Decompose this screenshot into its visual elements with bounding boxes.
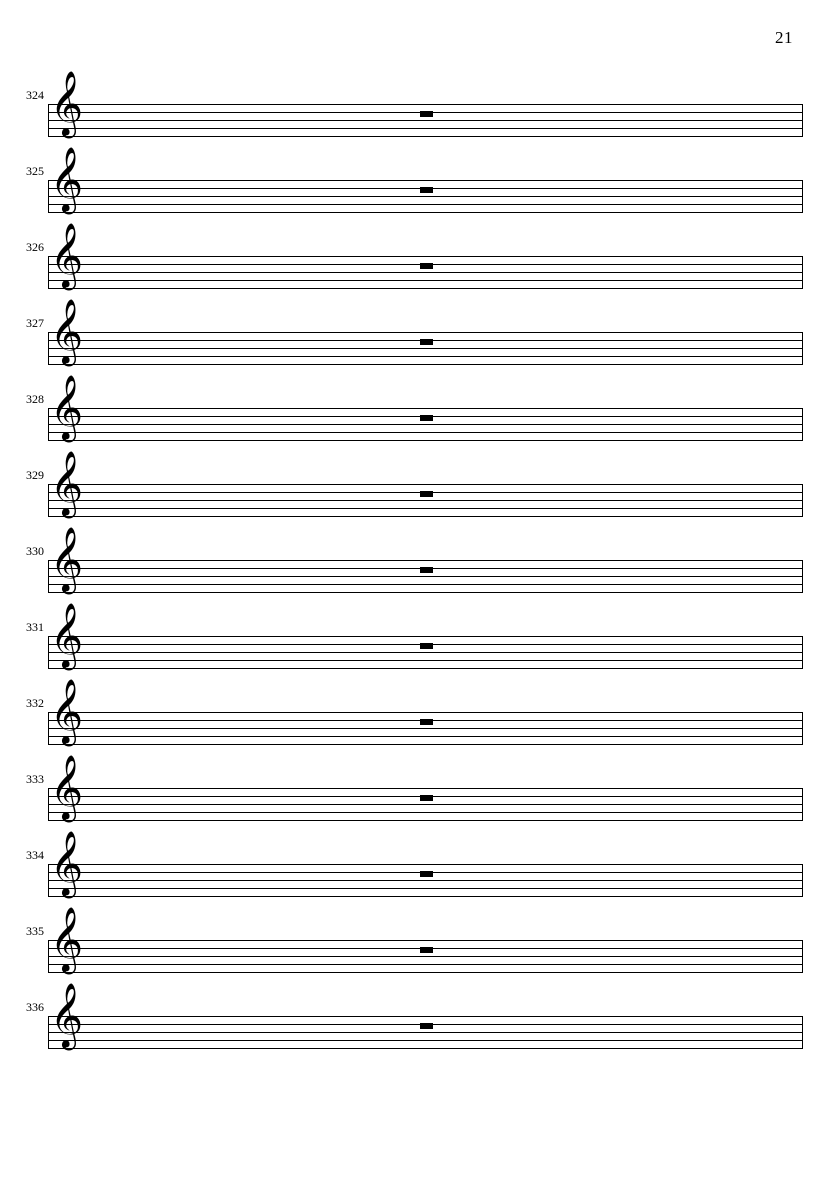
treble-clef-icon: 𝄞: [50, 983, 84, 1048]
staff-line: [48, 788, 803, 789]
staff-line: [48, 280, 803, 281]
staff: [48, 864, 803, 896]
treble-clef-icon: 𝄞: [50, 907, 84, 972]
barline-end: [802, 1016, 803, 1049]
staff-line: [48, 432, 803, 433]
staff-line: [48, 348, 803, 349]
staff-line: [48, 1048, 803, 1049]
staff-line: [48, 364, 803, 365]
whole-rest-icon: [420, 795, 433, 801]
measure-number: 331: [26, 620, 44, 634]
staff-line: [48, 356, 803, 357]
staff-system: [0, 907, 835, 990]
staff-line: [48, 804, 803, 805]
measure-number: 327: [26, 316, 44, 330]
staff-line: [48, 712, 803, 713]
treble-clef-icon: 𝄞: [50, 299, 84, 364]
barline-end: [802, 408, 803, 441]
treble-clef-icon: 𝄞: [50, 603, 84, 668]
staff-systems: [0, 71, 835, 1066]
staff-line: [48, 1016, 803, 1017]
treble-clef-icon: 𝄞: [50, 451, 84, 516]
staff-line: [48, 272, 803, 273]
staff-line: [48, 940, 803, 941]
measure-number: 325: [26, 164, 44, 178]
staff: [48, 256, 803, 288]
staff-line: [48, 880, 803, 881]
measure-number: 326: [26, 240, 44, 254]
staff-line: [48, 736, 803, 737]
staff-line: [48, 424, 803, 425]
staff: [48, 104, 803, 136]
barline-end: [802, 864, 803, 897]
barline-end: [802, 484, 803, 517]
staff-system: [0, 831, 835, 914]
staff-line: [48, 204, 803, 205]
staff-line: [48, 592, 803, 593]
staff-line: [48, 288, 803, 289]
staff-system: [0, 147, 835, 230]
treble-clef-icon: 𝄞: [50, 375, 84, 440]
measure-number: 324: [26, 88, 44, 102]
barline-end: [802, 180, 803, 213]
page-number: 21: [775, 28, 793, 47]
whole-rest-icon: [420, 187, 433, 193]
staff-line: [48, 964, 803, 965]
whole-rest-icon: [420, 339, 433, 345]
measure-number: 333: [26, 772, 44, 786]
staff-system: [0, 983, 835, 1066]
staff-line: [48, 500, 803, 501]
whole-rest-icon: [420, 947, 433, 953]
staff-line: [48, 104, 803, 105]
staff-system: [0, 223, 835, 306]
staff: [48, 712, 803, 744]
barline-end: [802, 636, 803, 669]
staff-line: [48, 864, 803, 865]
staff-line: [48, 652, 803, 653]
staff-line: [48, 128, 803, 129]
staff-line: [48, 136, 803, 137]
staff-line: [48, 120, 803, 121]
barline-end: [802, 256, 803, 289]
staff-system: [0, 603, 835, 686]
staff: [48, 940, 803, 972]
barline-end: [802, 788, 803, 821]
staff-line: [48, 256, 803, 257]
measure-number: 329: [26, 468, 44, 482]
barline-end: [802, 712, 803, 745]
staff: [48, 408, 803, 440]
staff-line: [48, 196, 803, 197]
whole-rest-icon: [420, 871, 433, 877]
staff: [48, 332, 803, 364]
staff-system: [0, 71, 835, 154]
staff: [48, 560, 803, 592]
whole-rest-icon: [420, 1023, 433, 1029]
staff-system: [0, 375, 835, 458]
staff-line: [48, 812, 803, 813]
staff: [48, 636, 803, 668]
whole-rest-icon: [420, 643, 433, 649]
staff-line: [48, 516, 803, 517]
staff-system: [0, 755, 835, 838]
staff-line: [48, 576, 803, 577]
whole-rest-icon: [420, 567, 433, 573]
measure-number: 330: [26, 544, 44, 558]
whole-rest-icon: [420, 263, 433, 269]
staff-line: [48, 636, 803, 637]
staff-system: [0, 527, 835, 610]
staff: [48, 180, 803, 212]
whole-rest-icon: [420, 111, 433, 117]
staff: [48, 484, 803, 516]
staff: [48, 788, 803, 820]
staff-line: [48, 440, 803, 441]
staff-line: [48, 1032, 803, 1033]
whole-rest-icon: [420, 491, 433, 497]
staff-line: [48, 956, 803, 957]
staff-line: [48, 408, 803, 409]
barline-end: [802, 332, 803, 365]
staff-line: [48, 728, 803, 729]
staff-line: [48, 484, 803, 485]
staff-line: [48, 668, 803, 669]
measure-number: 332: [26, 696, 44, 710]
staff-line: [48, 212, 803, 213]
staff-system: [0, 451, 835, 534]
treble-clef-icon: 𝄞: [50, 755, 84, 820]
staff-line: [48, 896, 803, 897]
measure-number: 335: [26, 924, 44, 938]
treble-clef-icon: 𝄞: [50, 223, 84, 288]
whole-rest-icon: [420, 415, 433, 421]
staff-line: [48, 972, 803, 973]
treble-clef-icon: 𝄞: [50, 679, 84, 744]
measure-number: 334: [26, 848, 44, 862]
measure-number: 336: [26, 1000, 44, 1014]
staff: [48, 1016, 803, 1048]
whole-rest-icon: [420, 719, 433, 725]
treble-clef-icon: 𝄞: [50, 527, 84, 592]
staff-system: [0, 299, 835, 382]
staff-line: [48, 180, 803, 181]
staff-line: [48, 584, 803, 585]
staff-line: [48, 888, 803, 889]
staff-system: [0, 679, 835, 762]
staff-line: [48, 660, 803, 661]
staff-line: [48, 820, 803, 821]
treble-clef-icon: 𝄞: [50, 831, 84, 896]
measure-number: 328: [26, 392, 44, 406]
barline-end: [802, 940, 803, 973]
barline-end: [802, 560, 803, 593]
staff-line: [48, 744, 803, 745]
staff-line: [48, 508, 803, 509]
staff-line: [48, 1040, 803, 1041]
barline-end: [802, 104, 803, 137]
treble-clef-icon: 𝄞: [50, 71, 84, 136]
treble-clef-icon: 𝄞: [50, 147, 84, 212]
staff-line: [48, 560, 803, 561]
staff-line: [48, 332, 803, 333]
